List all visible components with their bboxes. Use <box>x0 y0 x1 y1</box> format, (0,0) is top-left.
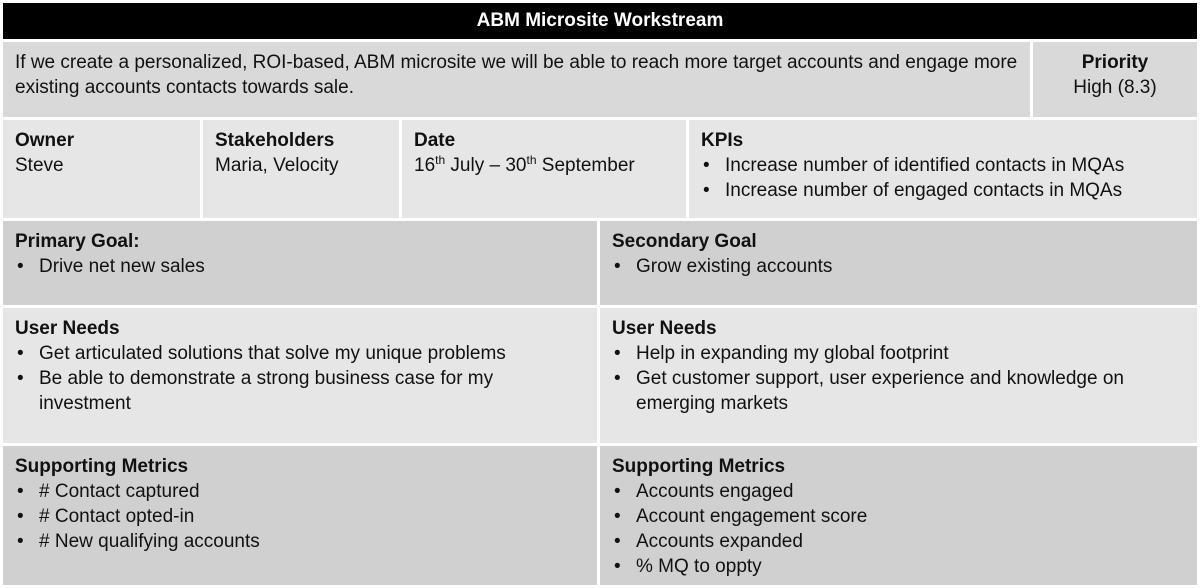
stakeholders-value: Maria, Velocity <box>215 155 339 176</box>
user-needs-left-cell <box>3 308 597 443</box>
priority-value: High (8.3) <box>1073 77 1157 98</box>
metrics-left-cell <box>3 446 597 585</box>
metrics-right-label: Supporting Metrics <box>612 456 786 477</box>
kpis-label: KPIs <box>701 130 744 151</box>
kpis-cell <box>689 120 1197 218</box>
user-needs-right-cell <box>600 308 1197 443</box>
user-needs-right-list <box>612 341 1185 416</box>
list-item: • # New qualifying accounts <box>15 529 585 554</box>
metrics-left-list <box>15 479 585 554</box>
secondary-goal-label: Secondary Goal <box>612 231 757 252</box>
primary-goal-label: Primary Goal: <box>15 231 140 252</box>
primary-goal-cell <box>3 221 597 305</box>
user-needs-left-label: User Needs <box>15 318 120 339</box>
secondary-goal-list <box>612 254 1185 279</box>
user-needs-left-list <box>15 341 585 416</box>
stakeholders-label: Stakeholders <box>215 130 335 151</box>
kpis-list <box>701 153 1185 203</box>
list-item: • Get articulated solutions that solve my unique problems <box>15 341 585 366</box>
list-item: • % MQ to oppty <box>612 554 1185 579</box>
page-title: ABM Microsite Workstream <box>3 3 1197 39</box>
list-item: • Account engagement score <box>612 504 1185 529</box>
list-item: • Increase number of identified contacts in MQAs <box>701 153 1185 178</box>
date-cell <box>402 120 686 218</box>
owner-value: Steve <box>15 155 64 176</box>
list-item: • Be able to demonstrate a strong business case for my investment <box>15 366 585 416</box>
metrics-right-cell <box>600 446 1197 585</box>
owner-label: Owner <box>15 130 75 151</box>
date-label: Date <box>414 130 456 151</box>
list-item: • Accounts engaged <box>612 479 1185 504</box>
hypothesis-text: If we create a personalized, ROI-based, ABM microsite we will be able to reach more target accounts and engage more existing accounts contacts towards sale. <box>15 52 1018 98</box>
list-item: • Accounts expanded <box>612 529 1185 554</box>
secondary-goal-cell <box>600 221 1197 305</box>
list-item: • Increase number of engaged contacts in MQAs <box>701 178 1185 203</box>
hypothesis-cell <box>3 42 1030 117</box>
owner-cell <box>3 120 200 218</box>
primary-goal-list <box>15 254 585 279</box>
list-item: • Grow existing accounts <box>612 254 1185 279</box>
list-item: • Help in expanding my global footprint <box>612 341 1185 366</box>
metrics-left-label: Supporting Metrics <box>15 456 189 477</box>
user-needs-right-label: User Needs <box>612 318 717 339</box>
metrics-right-list <box>612 479 1185 579</box>
workstream-sheet <box>3 3 1197 585</box>
list-item: • Get customer support, user experience and knowledge on emerging markets <box>612 366 1185 416</box>
list-item: • Drive net new sales <box>15 254 585 279</box>
stakeholders-cell <box>203 120 399 218</box>
priority-cell <box>1033 42 1197 117</box>
priority-label: Priority <box>1081 52 1149 73</box>
list-item: • # Contact opted-in <box>15 504 585 529</box>
date-value: 16th July – 30th September <box>414 153 635 176</box>
list-item: • # Contact captured <box>15 479 585 504</box>
